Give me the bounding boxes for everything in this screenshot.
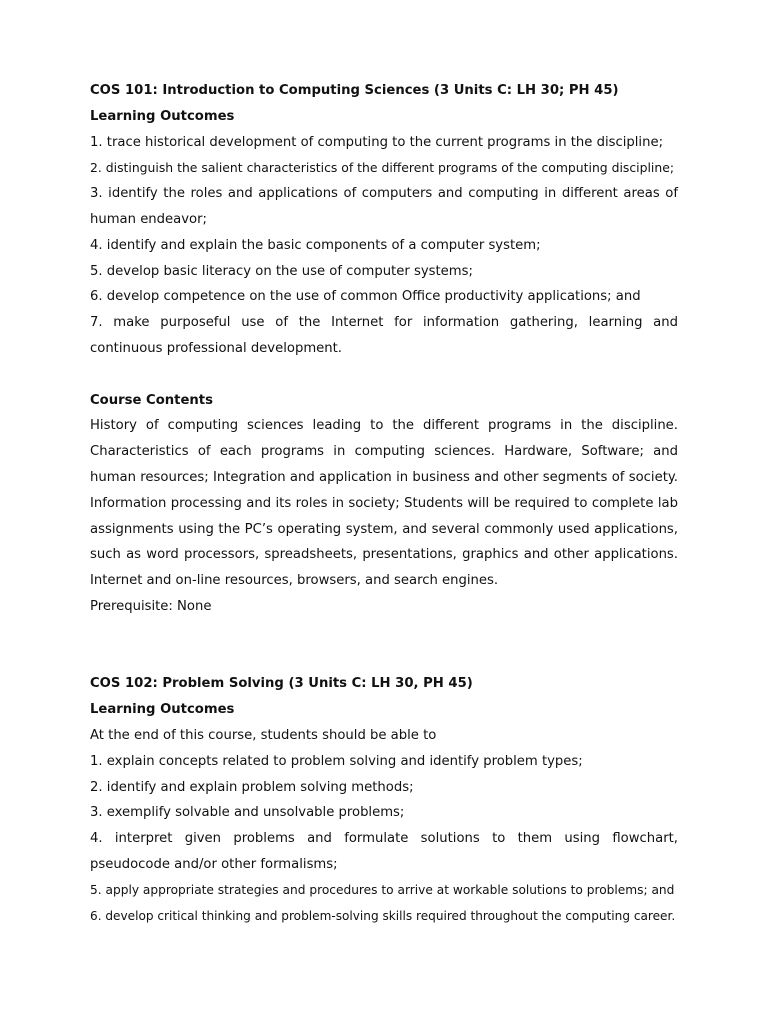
outcome-item: 6. develop competence on the use of common Office productivity applications; and	[90, 289, 641, 305]
outcome-item: 5. apply appropriate strategies and procedures to arrive at workable solutions to problems; and	[90, 882, 675, 897]
outcome-item: 4. interpret given problems and formulate solutions to them using flowchart, pseudocode and/or other formalisms;	[90, 831, 678, 872]
learning-outcomes-heading: Learning Outcomes	[90, 108, 235, 124]
learning-outcomes-heading: Learning Outcomes	[90, 702, 235, 718]
outcome-item: 5. develop basic literacy on the use of computer systems;	[90, 263, 473, 279]
outcome-item: 7. make purposeful use of the Internet for information gathering, learning and continuous professional development.	[90, 315, 678, 356]
outcome-item: 6. develop critical thinking and problem-solving skills required throughout the computing career.	[90, 908, 676, 923]
course-cos101	[90, 78, 678, 620]
course-title: COS 102: Problem Solving (3 Units C: LH 30, PH 45)	[90, 676, 473, 692]
outcome-item: 1. trace historical development of computing to the current programs in the discipline;	[90, 134, 664, 150]
course-contents-heading: Course Contents	[90, 392, 213, 408]
outcome-item: 3. identify the roles and applications of computers and computing in different areas of human endeavor;	[90, 186, 678, 227]
prerequisite-text: Prerequisite: None	[90, 598, 212, 614]
outcome-item: 2. identify and explain problem solving methods;	[90, 779, 414, 795]
outcome-item: 1. explain concepts related to problem solving and identify problem types;	[90, 753, 583, 769]
course-contents-text: History of computing sciences leading to the different programs in the discipline. Characteristics of each programs in computing sciences. Hardware, Software; and human resources; Integration and application in business and other segments of society. Information processing and its roles in society; Students will be required to complete lab assignments using the PC’s operating system, and several commonly used applications, such as word processors, spreadsheets, presentations, graphics and other applications. Internet and on-line resources, browsers, and search engines.	[90, 418, 678, 589]
outcome-item: 3. exemplify solvable and unsolvable problems;	[90, 805, 405, 821]
outcome-item: 4. identify and explain the basic components of a computer system;	[90, 237, 541, 253]
course-cos102	[90, 671, 678, 929]
outcome-item: 2. distinguish the salient characteristics of the different programs of the computing discipline;	[90, 160, 675, 176]
document-body	[90, 78, 678, 929]
outcomes-intro: At the end of this course, students should be able to	[90, 727, 437, 743]
course-title: COS 101: Introduction to Computing Sciences (3 Units C: LH 30; PH 45)	[90, 83, 619, 98]
